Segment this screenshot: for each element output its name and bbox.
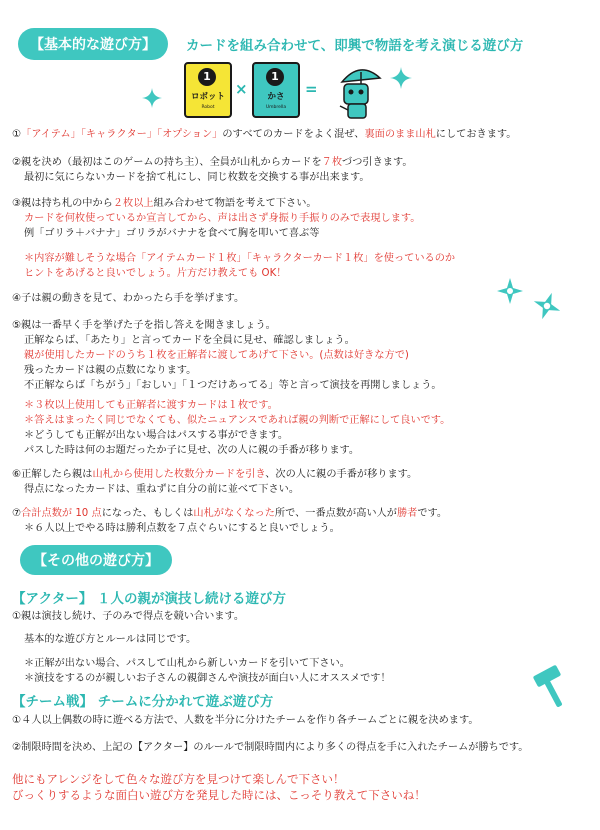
rule-4: ④子は親の動きを見て、わかったら手を挙げます。 (12, 293, 245, 304)
rule-2 (12, 155, 413, 170)
rule-3-example: 例「ゴリラ＋バナナ」ゴリラがバナナを食べて胸を叩いて喜ぶ等 (24, 228, 320, 239)
sparkle-icon (142, 88, 162, 108)
rule-5-line: 正解ならば、「あたり」と言ってカードを全員に見せ、確認しましょう。 (24, 335, 355, 346)
actor-note: ＊正解が出ない場合、パスして山札から新しいカードを引いて下さい。 (24, 658, 350, 669)
highlight: 山札がなくなった (193, 508, 275, 519)
shuriken-icon (497, 278, 523, 304)
card-label: かさ (267, 92, 285, 102)
highlight: 「アイテム」「キャラクター」「オプション」 (21, 129, 223, 140)
card-robot (184, 62, 232, 118)
rule-5-note: ＊３枚以上使用しても正解者に渡すカードは１枚です。 (24, 400, 278, 411)
card-sublabel: Robot (201, 105, 215, 110)
hammer-icon (530, 664, 576, 708)
rule-text: 、次の人に親の手番が移ります。 (265, 469, 418, 480)
section-title-other: 【その他の遊び方】 (20, 545, 172, 575)
rule-5-line: 親が使用したカードのうち１枚を正解者に渡してあげて下さい。(点数は好きな方で) (24, 350, 409, 361)
highlight: 勝者 (396, 508, 418, 519)
card-number: 1 (198, 68, 216, 86)
rule-text: 組み合わせて物語を考えて下さい。 (153, 198, 317, 209)
team-title: 【チーム戦】 チームに分かれて遊ぶ遊び方 (12, 694, 274, 710)
highlight: ２枚以上 (112, 198, 154, 209)
rule-text: ②親を決め（最初はこのゲームの持ち主）、全員が山札からカードを (12, 157, 322, 168)
actor-title: 【アクター】 １人の親が演技し続ける遊び方 (12, 591, 287, 607)
tagline: カードを組み合わせて、即興で物語を考え演じる遊び方 (186, 38, 524, 54)
rule-5-note: ＊答えはまったく同じでなくても、似たニュアンスであれば親の判断で正解にして良いです。 (24, 415, 451, 426)
rule-text: です。 (417, 508, 448, 519)
rule-5-line: パスした時は何のお題だったか子に見せ、次の人に親の手番が移ります。 (24, 445, 360, 456)
closing-line: びっくりするような面白い遊び方を発見した時には、こっそり教えて下さいね！ (12, 788, 426, 802)
team-line: ②制限時間を決め、上記の【アクター】のルールで制限時間内により多くの得点を手に入れたチームが勝ちです。 (12, 742, 529, 753)
equals-sign: = (305, 80, 318, 98)
section-title-basic: 【基本的な遊び方】 (18, 28, 168, 60)
rule-text: になった、もしくは (101, 508, 194, 519)
sparkle-icon (390, 67, 412, 89)
rule-6 (12, 467, 417, 482)
rule-7-note: ＊６人以上でやる時は勝利点数を７点ぐらいにすると良いでしょう。 (24, 523, 340, 534)
rule-text: ⑥正解したら親は (12, 469, 93, 480)
rule-5-note: ＊どうしても正解が出ない場合はパスする事ができます。 (24, 430, 289, 441)
rule-3-note: ヒントをあげると良いでしょう。片方だけ教えても OK！ (24, 268, 287, 279)
rule-5: ⑤親は一番早く手を挙げた子を指し答えを聞きましょう。 (12, 320, 276, 331)
rule-2-line: 最初に気にらないカードを捨て札にし、同じ枚数を交換する事が出来ます。 (24, 172, 370, 183)
highlight: 山札から使用した枚数分カードを引き (92, 469, 266, 480)
rule-5-line: 不正解ならば「ちがう」「おしい」「１つだけあってる」等と言って演技を再開しましょう。 (24, 380, 442, 391)
highlight: 裏面のまま山札 (364, 129, 436, 140)
team-line: ①４人以上偶数の時に遊べる方法で、人数を半分に分けたチームを作り各チームごとに親を決めます。 (12, 715, 479, 726)
rule-text: のすべてのカードをよく混ぜ、 (222, 129, 365, 140)
rule-7 (12, 506, 447, 521)
actor-line: ①親は演技し続け、子のみで得点を競い合います。 (12, 611, 245, 622)
rule-text: づつ引きます。 (342, 157, 413, 168)
rule-text: 所で、一番点数が高い人が (274, 508, 397, 519)
rule-3-line: カードを何枚使っているか宣言してから、声は出さず身振り手振りのみで表現します。 (24, 213, 421, 224)
times-sign: × (235, 80, 248, 98)
card-umbrella (252, 62, 300, 118)
rule-5-line: 残ったカードは親の点数になります。 (24, 365, 197, 376)
rule-number: ⑦ (12, 508, 22, 519)
card-sublabel: Umbrella (265, 105, 287, 110)
rule-text: にしておきます。 (435, 129, 517, 140)
shuriken-icon (533, 292, 561, 320)
closing-line: 他にもアレンジをして色々な遊び方を見つけて楽しんで下さい！ (12, 772, 345, 786)
highlight: 合計点数が 10 点 (21, 508, 102, 519)
actor-line: 基本的な遊び方とルールは同じです。 (24, 634, 197, 645)
rule-3 (12, 196, 317, 211)
highlight: ７枚 (321, 157, 343, 168)
actor-note: ＊演技をするのが親しいお子さんの親御さんや演技が面白い人にオススメです！ (24, 673, 391, 684)
rule-6-line: 得点になったカードは、重ねずに自分の前に並べて下さい。 (24, 484, 300, 495)
card-label: ロボット (190, 92, 225, 102)
rule-number: ① (12, 129, 22, 140)
card-number: 1 (266, 68, 284, 86)
rule-3-note: ＊内容が難しそうな場合「アイテムカード１枚」「キャラクターカード１枚」を使っているのか (24, 253, 456, 264)
rule-text: ③親は持ち札の中から (12, 198, 113, 209)
rule-1 (12, 127, 516, 142)
robot-umbrella-icon (330, 60, 388, 122)
